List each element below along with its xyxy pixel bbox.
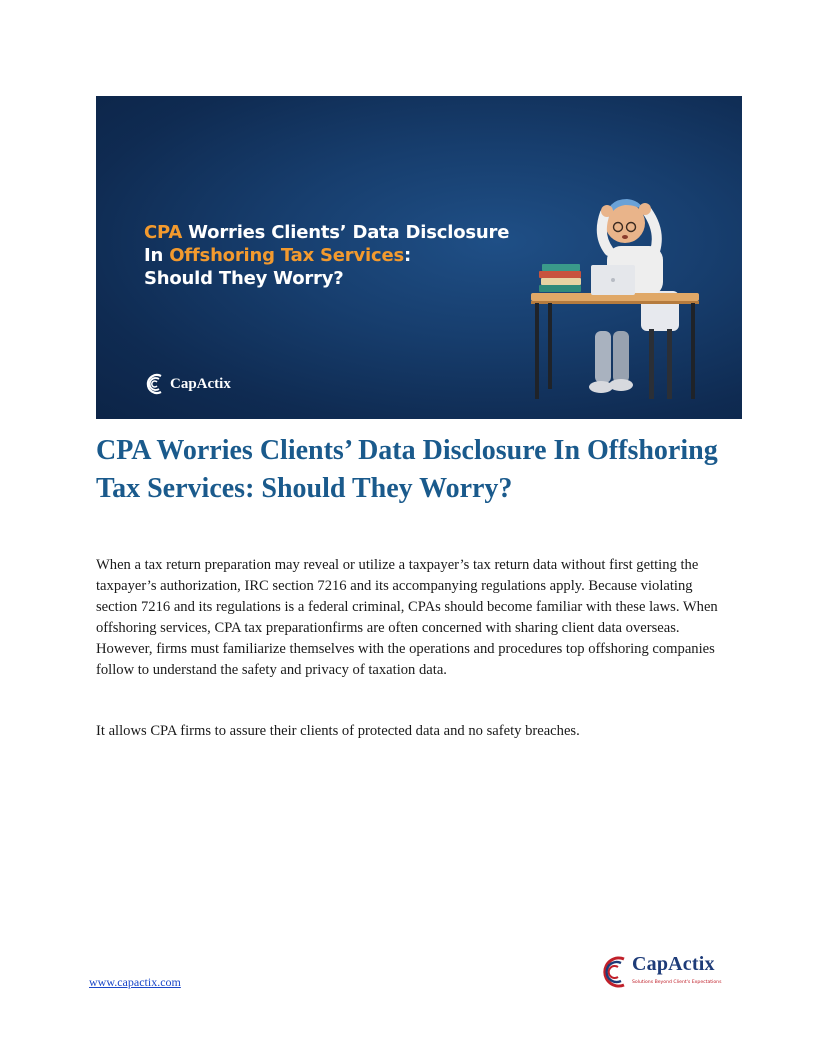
mouth: [622, 235, 628, 239]
book: [539, 285, 581, 292]
banner-title-colon: :: [403, 245, 411, 266]
shoe: [609, 379, 633, 391]
book: [539, 271, 581, 278]
person-hand: [639, 203, 651, 215]
person-leg: [613, 331, 629, 383]
banner-title-in: In: [144, 245, 170, 266]
person-leg: [595, 331, 611, 383]
banner-title-line3: Should They Worry?: [144, 268, 344, 289]
article-headline: CPA Worries Clients’ Data Disclosure In Offshoring Tax Services: Should They Worry?: [96, 435, 718, 504]
banner-title-cpa: CPA: [144, 222, 183, 243]
desk-leg: [535, 303, 539, 399]
chair-leg: [649, 329, 654, 399]
footer-logo-tagline: Solutions Beyond Client's Expectations: [632, 980, 722, 985]
banner-logo-text: CapActix: [170, 375, 231, 392]
banner-logo: [144, 373, 231, 395]
website-link[interactable]: www.capactix.com: [89, 975, 181, 989]
book: [542, 264, 580, 271]
person-arm: [647, 211, 657, 251]
article-paragraph-1: When a tax return preparation may reveal or utilize a taxpayer’s tax return data without first getting the taxpayer’s authorization, IRC section 7216 and its accompanying regulations apply. Because violating section 7216 and its regulations is a federal criminal, CPAs should become familiar with these laws. When offshoring services, CPA tax preparationfirms are often concerned with sharing client data overseas. However, firms must familiarize themselves with the operations and procedures top offshoring companies follow to understand the safety and privacy of taxation data.: [96, 557, 718, 678]
banner-title: [144, 221, 544, 290]
chair-leg: [667, 329, 672, 399]
footer-logo: [598, 953, 722, 991]
capactix-swoosh-icon: [144, 373, 166, 395]
desk-edge: [531, 301, 699, 304]
banner-title-line1: Worries Clients’ Data Disclosure: [182, 222, 510, 243]
desk-leg: [548, 303, 552, 389]
person-hand: [601, 205, 613, 217]
desk-leg: [691, 303, 695, 399]
article-paragraph-2: It allows CPA firms to assure their clients of protected data and no safety breaches.: [96, 723, 580, 739]
hero-banner: [96, 96, 742, 419]
capactix-swoosh-icon: [598, 955, 630, 989]
shoe: [589, 381, 613, 393]
worried-person-illustration: [521, 151, 711, 406]
book: [541, 278, 581, 285]
footer-logo-text: CapActix: [632, 953, 715, 975]
laptop-logo: [611, 278, 615, 282]
banner-title-highlight: Offshoring Tax Services: [169, 245, 404, 266]
